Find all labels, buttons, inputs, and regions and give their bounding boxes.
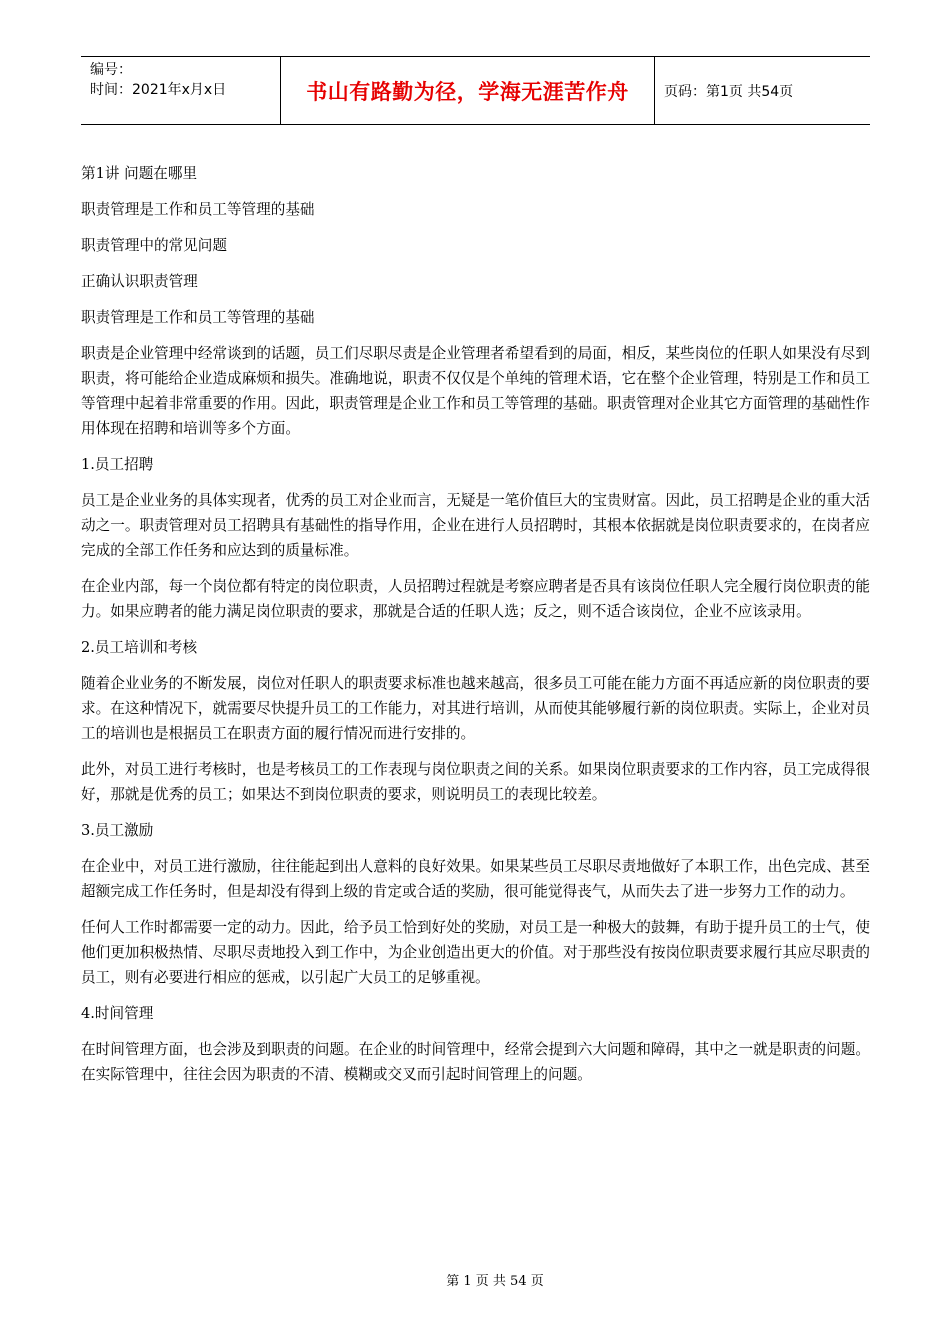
body-paragraph: 职责是企业管理中经常谈到的话题，员工们尽职尽责是企业管理者希望看到的局面，相反，某些岗位的任职人如果没有尽到职责，将可能给企业造成麻烦和损失。准确地说，职责不仅仅是个单纯的管理术语，它在整个企业管理，特别是工作和员工等管理中起着非常重要的作用。因此，职责管理是企业工作和员工等管理的基础。职责管理对企业其它方面管理的基础性作用体现在招聘和培训等多个方面。 — [81, 345, 870, 437]
page-footer: 第 1 页 共 54 页 — [446, 1274, 544, 1289]
body-paragraph: 此外，对员工进行考核时，也是考核员工的工作表现与岗位职责之间的关系。如果岗位职责要求的工作内容，员工完成得很好，那就是优秀的员工；如果达不到岗位职责的要求，则说明员工的表现比较差。 — [81, 761, 870, 803]
section-heading: 职责管理是工作和员工等管理的基础 — [81, 309, 315, 326]
body-paragraph: 员工是企业业务的具体实现者，优秀的员工对企业而言，无疑是一笔价值巨大的宝贵财富。因此，员工招聘是企业的重大活动之一。职责管理对员工招聘具有基础性的指导作用，企业在进行人员招聘时，其根本依据就是岗位职责要求的，在岗者应完成的全部工作任务和应达到的质量标准。 — [81, 492, 870, 559]
body-paragraph: 在时间管理方面，也会涉及到职责的问题。在企业的时间管理中，经常会提到六大问题和障碍，其中之一就是职责的问题。在实际管理中，往往会因为职责的不清、模糊或交叉而引起时间管理上的问题。 — [81, 1041, 870, 1083]
subsection-heading: 3.员工激励 — [81, 822, 154, 839]
subsection-heading: 2.员工培训和考核 — [81, 639, 198, 656]
document-body — [81, 161, 870, 1098]
document-number-label: 编号： — [90, 62, 132, 78]
header-meta-cell — [81, 57, 281, 124]
body-paragraph: 任何人工作时都需要一定的动力。因此，给予员工恰到好处的奖励，对员工是一种极大的鼓舞，有助于提升员工的士气，使他们更加积极热情、尽职尽责地投入到工作中，为企业创造出更大的价值。对于那些没有按岗位职责要求履行其应尽职责的员工，则有必要进行相应的惩戒，以引起广大员工的足够重视。 — [81, 919, 870, 986]
document-header — [81, 56, 870, 125]
toc-item: 职责管理中的常见问题 — [81, 237, 227, 254]
body-paragraph: 在企业中，对员工进行激励，往往能起到出人意料的良好效果。如果某些员工尽职尽责地做好了本职工作，出色完成、甚至超额完成工作任务时，但是却没有得到上级的肯定或合适的奖励，很可能觉得丧气，从而失去了进一步努力工作的动力。 — [81, 858, 870, 900]
document-time-label: 时间：2021年x月x日 — [90, 82, 227, 98]
toc-item: 职责管理是工作和员工等管理的基础 — [81, 201, 315, 218]
subsection-heading: 4.时间管理 — [81, 1005, 154, 1022]
lecture-title: 第1讲 问题在哪里 — [81, 165, 198, 182]
header-page-info: 页码：第1页 共54页 — [664, 83, 794, 100]
body-paragraph: 在企业内部，每一个岗位都有特定的岗位职责，人员招聘过程就是考察应聘者是否具有该岗位任职人完全履行岗位职责的能力。如果应聘者的能力满足岗位职责的要求，那就是合适的任职人选；反之，则不适合该岗位，企业不应该录用。 — [81, 578, 870, 620]
header-motto: 书山有路勤为径，学海无涯苦作舟 — [281, 57, 655, 124]
toc-item: 正确认识职责管理 — [81, 273, 198, 290]
body-paragraph: 随着企业业务的不断发展，岗位对任职人的职责要求标准也越来越高，很多员工可能在能力方面不再适应新的岗位职责的要求。在这种情况下，就需要尽快提升员工的工作能力，对其进行培训，从而使其能够履行新的岗位职责。实际上，企业对员工的培训也是根据员工在职责方面的履行情况而进行安排的。 — [81, 675, 870, 742]
subsection-heading: 1.员工招聘 — [81, 456, 154, 473]
